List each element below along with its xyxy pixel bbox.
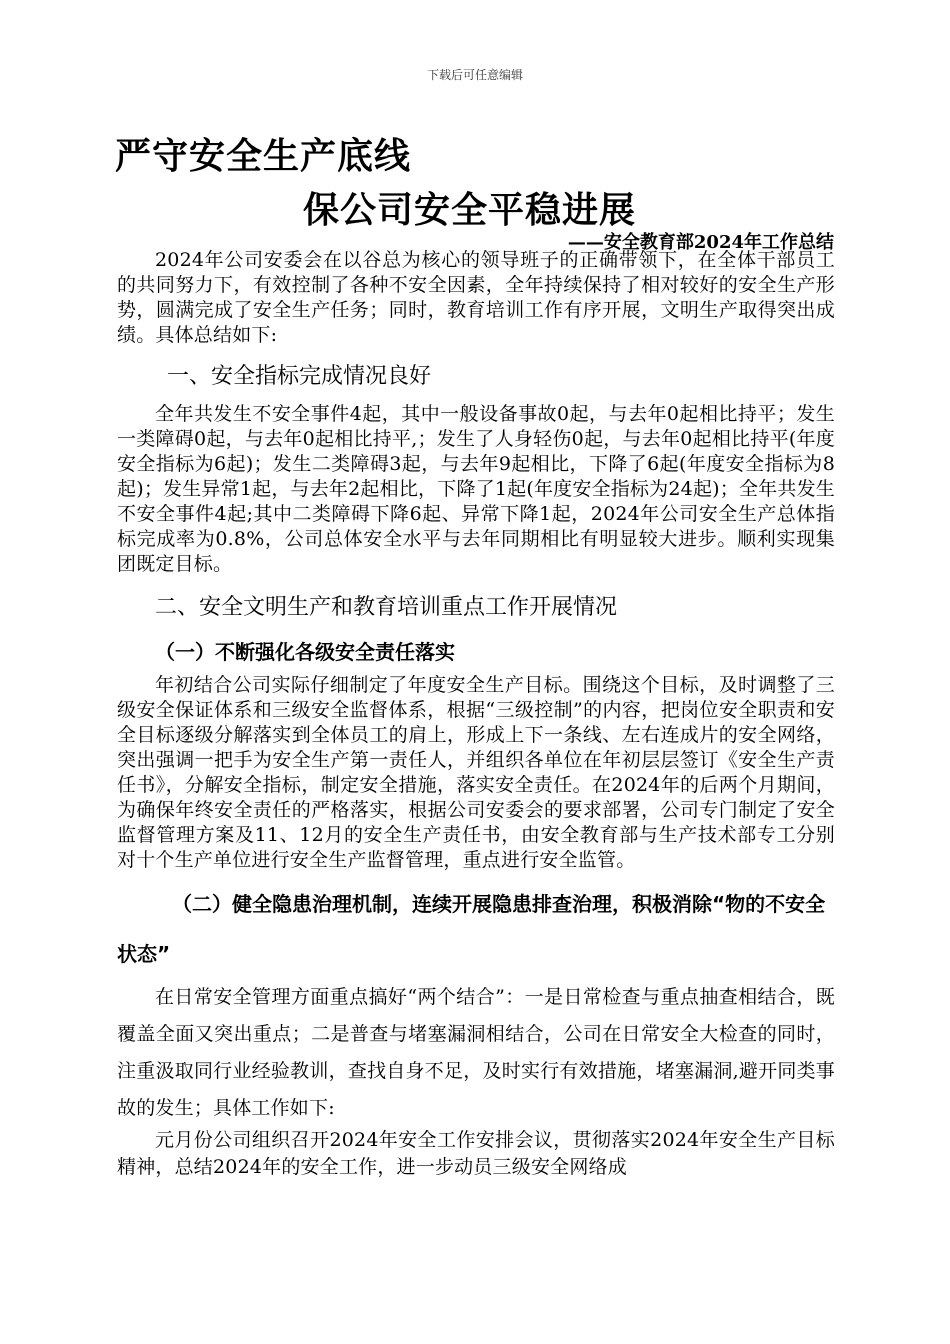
subtitle: ——安全教育部2024年工作总结 bbox=[567, 232, 834, 253]
document-body bbox=[117, 248, 835, 1181]
title-line-2: 保公司安全平稳进展 bbox=[303, 190, 637, 231]
intro-paragraph: 2024年公司安委会在以谷总为核心的领导班子的正确带领下，在全体干部员工的共同努力下，有效控制了各种不安全因素，全年持续保持了相对较好的安全生产形势，圆满完成了安全生产任务；同时，教育培训工作有序开展，文明生产取得突出成绩。具体总结如下: bbox=[117, 249, 835, 346]
subsection-1-heading: （一）不断强化各级安全责任落实 bbox=[155, 640, 455, 664]
title-line-1: 严守安全生产底线 bbox=[115, 136, 412, 177]
subsection-2-paragraph-2: 元月份公司组织召开2024年安全工作安排会议，贯彻落实2024年安全生产目标精神，总结2024年的安全工作，进一步动员三级安全网络成 bbox=[117, 1129, 835, 1178]
section-1-paragraph: 全年共发生不安全事件4起，其中一般设备事故0起，与去年0起相比持平；发生一类障碍0起，与去年0起相比持平,；发生了人身轻伤0起，与去年0起相比持平(年度安全指标为6起)；发生二类障碍3起，与去年9起相比，下降了6起(年度安全指标为8起)；发生异常1起，与去年2起相比，下降了1起(年度安全指标为24起)；全年共发生不安全事件4起;其中二类障碍下降6起、异常下降1起，2024年公司安全生产总体指标完成率为0.8%，公司总体安全水平与去年同期相比有明显较大进步。顺利实现集团既定目标。 bbox=[117, 403, 835, 575]
subsection-1-paragraph: 年初结合公司实际仔细制定了年度安全生产目标。围绕这个目标，及时调整了三级安全保证体系和三级安全监督体系，根据“三级控制”的内容，把岗位安全职责和安全目标逐级分解落实到全体员工的肩上，形成上下一条线、左右连成片的安全网络，突出强调一把手为安全生产第一责任人，并组织各单位在年初层层签订《安全生产责任书》，分解安全指标，制定安全措施，落实安全责任。在2024年的后两个月期间，为确保年终安全责任的严格落实，根据公司安委会的要求部署，公司专门制定了安全监督管理方案及11、12月的安全生产责任书，由安全教育部与生产技术部专工分别对十个生产单位进行安全生产监督管理，重点进行安全监管。 bbox=[117, 674, 835, 871]
section-2-heading: 二、安全文明生产和教育培训重点工作开展情况 bbox=[155, 595, 618, 620]
header-note: 下载后可任意编辑 bbox=[426, 68, 523, 82]
section-1-heading: 一、安全指标完成情况良好 bbox=[167, 364, 432, 389]
subsection-2-paragraph-1: 在日常安全管理方面重点搞好“两个结合”：一是日常检查与重点抽查相结合，既覆盖全面又突出重点；二是普查与堵塞漏洞相结合，公司在日常安全大检查的同时，注重汲取同行业经验教训，查找自身不足，及时实行有效措施，堵塞漏洞,避开同类事故的发生；具体工作如下: bbox=[117, 986, 835, 1119]
subsection-2-heading: （二）健全隐患治理机制，连续开展隐患排查治理，积极消除“物的不安全状态” bbox=[117, 892, 826, 966]
